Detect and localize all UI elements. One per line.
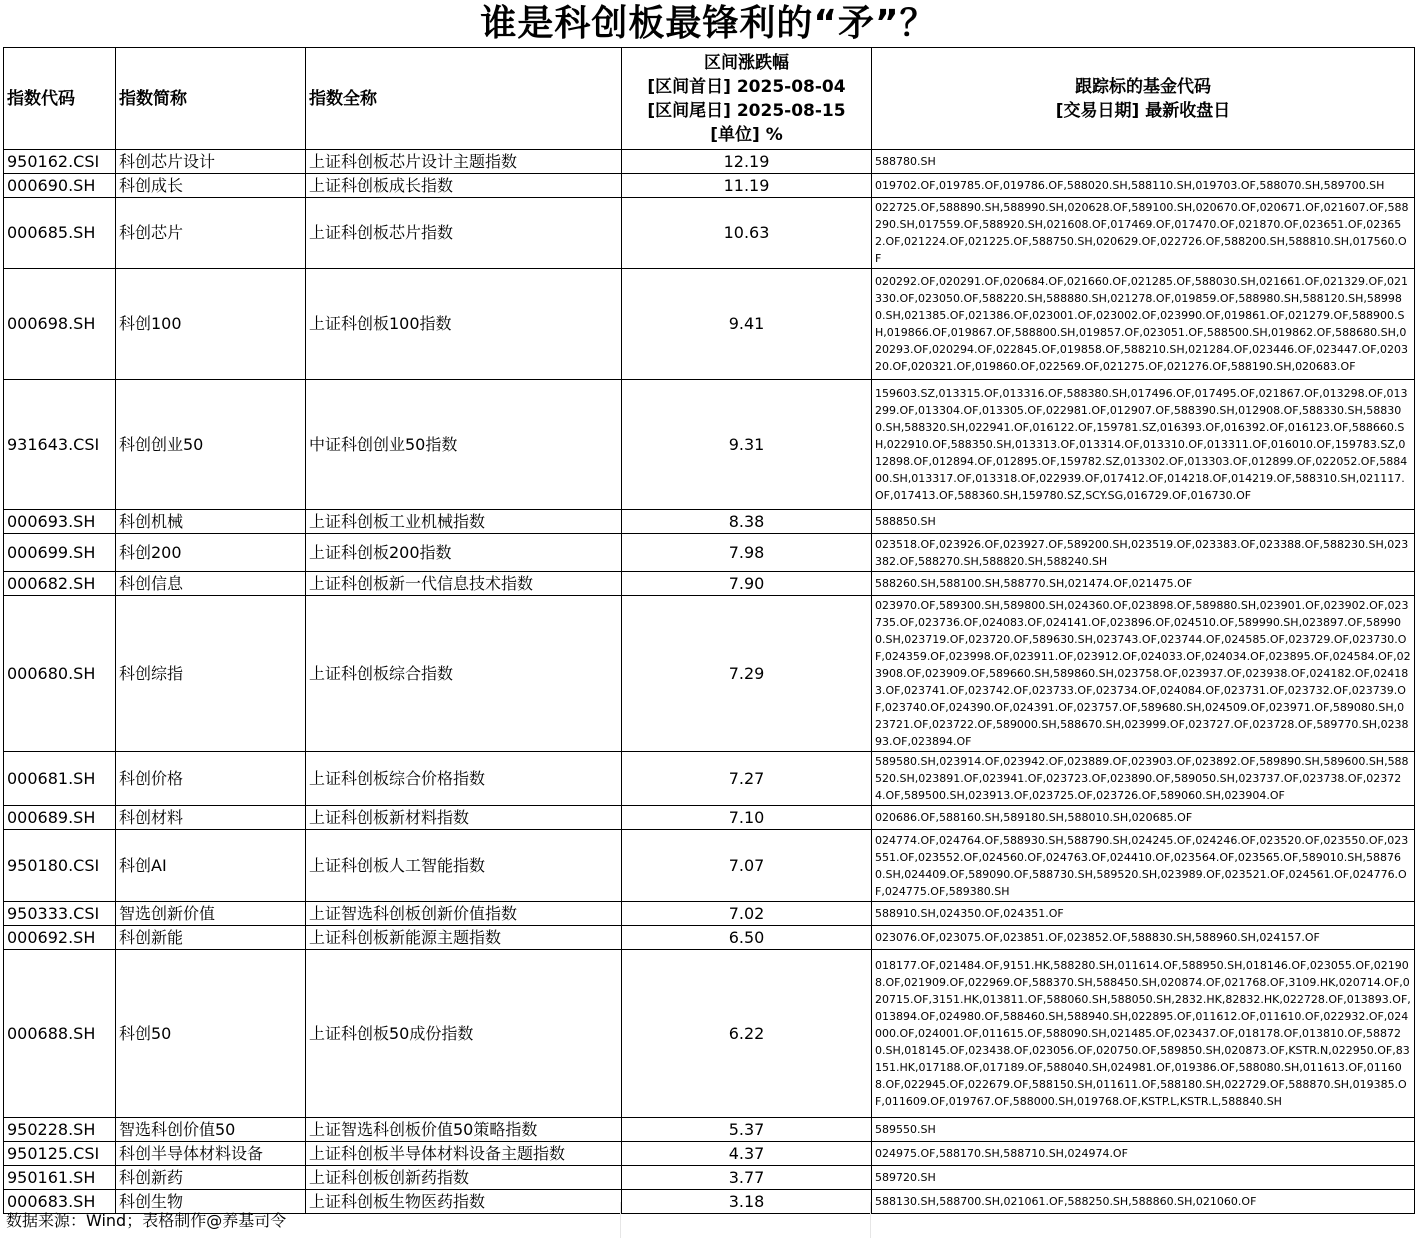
cell-index-short-name: 科创材料 — [116, 806, 306, 830]
header-funds — [872, 48, 1415, 150]
cell-index-short-name: 科创芯片 — [116, 198, 306, 269]
cell-change-pct: 12.19 — [622, 150, 872, 174]
cell-index-code: 950161.SH — [4, 1166, 116, 1190]
cell-index-full-name: 上证科创板芯片设计主题指数 — [306, 150, 622, 174]
table-row — [4, 150, 1415, 174]
cell-fund-codes: 589580.SH,023914.OF,023942.OF,023889.OF,023903.OF,023892.OF,589890.SH,589600.SH,588520.SH,023891.OF,023941.OF,023723.OF,023890.OF,589050.SH,023737.OF,023738.OF,023724.OF,589500.SH,023913.OF,023725.OF,023726.OF,589060.SH,023904.OF — [872, 752, 1415, 806]
cell-fund-codes: 023970.OF,589300.SH,589800.SH,024360.OF,023898.OF,589880.SH,023901.OF,023902.OF,023735.OF,023736.OF,024083.OF,024141.OF,023896.OF,024510.OF,589990.SH,023897.OF,589900.SH,023719.OF,023720.OF,589630.SH,023743.OF,023744.OF,024585.OF,023729.OF,023730.OF,024359.OF,023998.OF,023911.OF,023912.OF,024033.OF,024034.OF,023895.OF,024584.OF,023908.OF,023909.OF,589660.SH,589860.SH,023758.OF,023937.OF,023938.OF,024182.OF,024183.OF,023741.OF,023742.OF,023733.OF,023734.OF,024084.OF,023731.OF,023732.OF,023739.OF,023740.OF,024390.OF,024391.OF,023757.OF,589680.SH,024509.OF,023971.OF,589080.SH,023721.OF,023722.OF,589000.SH,588670.SH,023999.OF,023727.OF,023728.OF,589770.SH,023893.OF,023894.OF — [872, 596, 1415, 752]
table-row — [4, 572, 1415, 596]
table-row — [4, 1166, 1415, 1190]
cell-index-full-name: 上证科创板综合指数 — [306, 596, 622, 752]
cell-index-code: 931643.CSI — [4, 380, 116, 510]
cell-index-full-name: 上证科创板创新药指数 — [306, 1166, 622, 1190]
cell-index-short-name: 科创生物 — [116, 1190, 306, 1214]
cell-index-code: 000690.SH — [4, 174, 116, 198]
cell-fund-codes: 588780.SH — [872, 150, 1415, 174]
cell-change-pct: 7.02 — [622, 902, 872, 926]
data-source-note: 数据来源：Wind；表格制作@养基司令 — [6, 1211, 287, 1230]
cell-change-pct: 10.63 — [622, 198, 872, 269]
cell-index-code: 950162.CSI — [4, 150, 116, 174]
header-change-line3: [区间尾日] 2025-08-15 — [647, 100, 846, 121]
cell-fund-codes: 589550.SH — [872, 1118, 1415, 1142]
table-row — [4, 806, 1415, 830]
cell-index-short-name: 科创创业50 — [116, 380, 306, 510]
table-row — [4, 534, 1415, 572]
cell-fund-codes: 024975.OF,588170.SH,588710.SH,024974.OF — [872, 1142, 1415, 1166]
header-full: 指数全称 — [306, 48, 622, 150]
header-short: 指数简称 — [116, 48, 306, 150]
table-row — [4, 596, 1415, 752]
header-code: 指数代码 — [4, 48, 116, 150]
cell-change-pct: 7.90 — [622, 572, 872, 596]
cell-index-full-name: 上证智选科创板价值50策略指数 — [306, 1118, 622, 1142]
cell-index-short-name: 科创50 — [116, 950, 306, 1118]
cell-change-pct: 6.22 — [622, 950, 872, 1118]
cell-change-pct: 6.50 — [622, 926, 872, 950]
cell-fund-codes: 020292.OF,020291.OF,020684.OF,021660.OF,021285.OF,588030.SH,021661.OF,021329.OF,021330.OF,023050.OF,588220.SH,588880.SH,021278.OF,019859.OF,588980.SH,588120.SH,589980.SH,021385.OF,021386.OF,023001.OF,023002.OF,023990.OF,019861.OF,021279.OF,588900.SH,019866.OF,019867.OF,588800.SH,019857.OF,023051.OF,588500.SH,019862.OF,588680.SH,020293.OF,020294.OF,022845.OF,019858.OF,588210.SH,021284.OF,023446.OF,023447.OF,020320.OF,020321.OF,019860.OF,022569.OF,021275.OF,021276.OF,588190.SH,020683.OF — [872, 269, 1415, 380]
cell-index-full-name: 上证智选科创板创新价值指数 — [306, 902, 622, 926]
cell-change-pct: 4.37 — [622, 1142, 872, 1166]
cell-index-full-name: 中证科创创业50指数 — [306, 380, 622, 510]
cell-index-code: 000698.SH — [4, 269, 116, 380]
table-row — [4, 1142, 1415, 1166]
header-change-line4: [单位] % — [710, 124, 783, 145]
cell-index-full-name: 上证科创板半导体材料设备主题指数 — [306, 1142, 622, 1166]
table-row — [4, 198, 1415, 269]
cell-index-code: 000688.SH — [4, 950, 116, 1118]
table-row — [4, 950, 1415, 1118]
cell-index-short-name: 智选创新价值 — [116, 902, 306, 926]
cell-change-pct: 7.98 — [622, 534, 872, 572]
cell-index-short-name: 科创新能 — [116, 926, 306, 950]
cell-index-code: 000681.SH — [4, 752, 116, 806]
table-row — [4, 926, 1415, 950]
table-row — [4, 902, 1415, 926]
cell-index-full-name: 上证科创板成长指数 — [306, 174, 622, 198]
cell-fund-codes: 023076.OF,023075.OF,023851.OF,023852.OF,588830.SH,588960.SH,024157.OF — [872, 926, 1415, 950]
cell-index-code: 000693.SH — [4, 510, 116, 534]
cell-index-short-name: 科创价格 — [116, 752, 306, 806]
cell-index-full-name: 上证科创板工业机械指数 — [306, 510, 622, 534]
table-row — [4, 380, 1415, 510]
cell-index-full-name: 上证科创板综合价格指数 — [306, 752, 622, 806]
table-row — [4, 752, 1415, 806]
cell-change-pct: 7.29 — [622, 596, 872, 752]
cell-index-code: 000689.SH — [4, 806, 116, 830]
cell-index-short-name: 科创成长 — [116, 174, 306, 198]
header-row — [4, 48, 1415, 150]
cell-index-short-name: 科创AI — [116, 830, 306, 902]
cell-change-pct: 7.07 — [622, 830, 872, 902]
cell-index-short-name: 科创100 — [116, 269, 306, 380]
cell-fund-codes: 588130.SH,588700.SH,021061.OF,588250.SH,588860.SH,021060.OF — [872, 1190, 1415, 1214]
cell-change-pct: 5.37 — [622, 1118, 872, 1142]
cell-change-pct: 8.38 — [622, 510, 872, 534]
cell-index-full-name: 上证科创板200指数 — [306, 534, 622, 572]
cell-index-code: 950333.CSI — [4, 902, 116, 926]
cell-change-pct: 7.27 — [622, 752, 872, 806]
cell-fund-codes: 022725.OF,588890.SH,588990.SH,020628.OF,589100.SH,020670.OF,020671.OF,021607.OF,588290.SH,017559.OF,588920.SH,021608.OF,017469.OF,017470.OF,021870.OF,023651.OF,023652.OF,021224.OF,021225.OF,588750.SH,020629.OF,022726.OF,588200.SH,588810.SH,017560.OF — [872, 198, 1415, 269]
cell-index-full-name: 上证科创板人工智能指数 — [306, 830, 622, 902]
cell-change-pct: 7.10 — [622, 806, 872, 830]
page-title: 谁是科创板最锋利的“矛”？ — [480, 3, 937, 44]
cell-index-code: 950125.CSI — [4, 1142, 116, 1166]
cell-index-code: 000683.SH — [4, 1190, 116, 1214]
header-change — [622, 48, 872, 150]
cell-index-full-name: 上证科创板生物医药指数 — [306, 1190, 622, 1214]
header-change-line2: [区间首日] 2025-08-04 — [647, 76, 846, 97]
cell-fund-codes: 020686.OF,588160.SH,589180.SH,588010.SH,020685.OF — [872, 806, 1415, 830]
cell-index-code: 000699.SH — [4, 534, 116, 572]
cell-index-short-name: 科创200 — [116, 534, 306, 572]
table-row — [4, 174, 1415, 198]
table-row — [4, 269, 1415, 380]
cell-index-full-name: 上证科创板50成份指数 — [306, 950, 622, 1118]
cell-index-short-name: 科创信息 — [116, 572, 306, 596]
cell-index-code: 000692.SH — [4, 926, 116, 950]
header-funds-line1: 跟踪标的基金代码 — [1075, 76, 1211, 97]
cell-fund-codes: 023518.OF,023926.OF,023927.OF,589200.SH,023519.OF,023383.OF,023388.OF,588230.SH,023382.OF,588270.SH,588820.SH,588240.SH — [872, 534, 1415, 572]
cell-fund-codes: 589720.SH — [872, 1166, 1415, 1190]
cell-index-full-name: 上证科创板新能源主题指数 — [306, 926, 622, 950]
cell-index-short-name: 科创机械 — [116, 510, 306, 534]
cell-fund-codes: 019702.OF,019785.OF,019786.OF,588020.SH,588110.SH,019703.OF,588070.SH,589700.SH — [872, 174, 1415, 198]
cell-index-code: 000685.SH — [4, 198, 116, 269]
header-change-line1: 区间涨跌幅 — [704, 52, 789, 73]
cell-index-code: 950180.CSI — [4, 830, 116, 902]
cell-fund-codes: 588850.SH — [872, 510, 1415, 534]
cell-fund-codes: 588910.SH,024350.OF,024351.OF — [872, 902, 1415, 926]
cell-change-pct: 9.31 — [622, 380, 872, 510]
header-funds-line2: [交易日期] 最新收盘日 — [1055, 100, 1231, 121]
table-row — [4, 830, 1415, 902]
cell-fund-codes: 024774.OF,024764.OF,588930.SH,588790.SH,024245.OF,024246.OF,023520.OF,023550.OF,023551.OF,023552.OF,024560.OF,024763.OF,024410.OF,023564.OF,023565.OF,589010.SH,588760.SH,024409.OF,589090.OF,588730.SH,589520.SH,023989.OF,023521.OF,024561.OF,024776.OF,024775.OF,589380.SH — [872, 830, 1415, 902]
cell-index-full-name: 上证科创板芯片指数 — [306, 198, 622, 269]
cell-index-short-name: 科创芯片设计 — [116, 150, 306, 174]
cell-index-code: 950228.SH — [4, 1118, 116, 1142]
cell-change-pct: 3.77 — [622, 1166, 872, 1190]
table-row — [4, 510, 1415, 534]
cell-index-short-name: 科创新药 — [116, 1166, 306, 1190]
cell-index-short-name: 科创综指 — [116, 596, 306, 752]
cell-index-short-name: 科创半导体材料设备 — [116, 1142, 306, 1166]
cell-index-code: 000680.SH — [4, 596, 116, 752]
table-row — [4, 1118, 1415, 1142]
cell-index-full-name: 上证科创板新材料指数 — [306, 806, 622, 830]
cell-index-full-name: 上证科创板100指数 — [306, 269, 622, 380]
cell-index-code: 000682.SH — [4, 572, 116, 596]
cell-fund-codes: 159603.SZ,013315.OF,013316.OF,588380.SH,017496.OF,017495.OF,021867.OF,013298.OF,013299.OF,013304.OF,013305.OF,022981.OF,012907.OF,588390.SH,012908.OF,588330.SH,588300.SH,588320.SH,022941.OF,016122.OF,159781.SZ,016393.OF,016392.OF,016123.OF,588660.SH,022910.OF,588350.SH,013313.OF,013314.OF,013310.OF,013311.OF,016010.OF,159783.SZ,012898.OF,012894.OF,012895.OF,159782.SZ,013302.OF,013303.OF,012899.OF,022052.OF,588400.SH,013317.OF,013318.OF,022939.OF,017412.OF,014218.OF,014219.OF,588310.SH,021117.OF,017413.OF,588360.SH,159780.SZ,SCY.SG,016729.OF,016730.OF — [872, 380, 1415, 510]
index-table — [3, 47, 1415, 1214]
cell-index-full-name: 上证科创板新一代信息技术指数 — [306, 572, 622, 596]
cell-change-pct: 3.18 — [622, 1190, 872, 1214]
cell-change-pct: 9.41 — [622, 269, 872, 380]
cell-change-pct: 11.19 — [622, 174, 872, 198]
cell-fund-codes: 588260.SH,588100.SH,588770.SH,021474.OF,021475.OF — [872, 572, 1415, 596]
cell-index-short-name: 智选科创价值50 — [116, 1118, 306, 1142]
cell-fund-codes: 018177.OF,021484.OF,9151.HK,588280.SH,011614.OF,588950.SH,018146.OF,023055.OF,021908.OF,021909.OF,022969.OF,588370.SH,588450.SH,020874.OF,021768.OF,3109.HK,020714.OF,020715.OF,3151.HK,013811.OF,588060.SH,588050.SH,2832.HK,82832.HK,022728.OF,013893.OF,013894.OF,024980.OF,588460.SH,588940.SH,022895.OF,011612.OF,011610.OF,022932.OF,024000.OF,024001.OF,011615.OF,588090.SH,021485.OF,023437.OF,018178.OF,013810.OF,588720.SH,018145.OF,023438.OF,023056.OF,020750.OF,589850.SH,020873.OF,KSTR.N,022950.OF,83151.HK,017188.OF,017189.OF,588040.SH,024981.OF,019386.OF,588080.SH,011613.OF,011608.OF,022945.OF,022679.OF,588150.SH,011611.OF,588180.SH,022729.OF,588870.SH,019385.OF,011609.OF,019767.OF,588000.SH,019768.OF,KSTP.L,KSTR.L,588840.SH — [872, 950, 1415, 1118]
